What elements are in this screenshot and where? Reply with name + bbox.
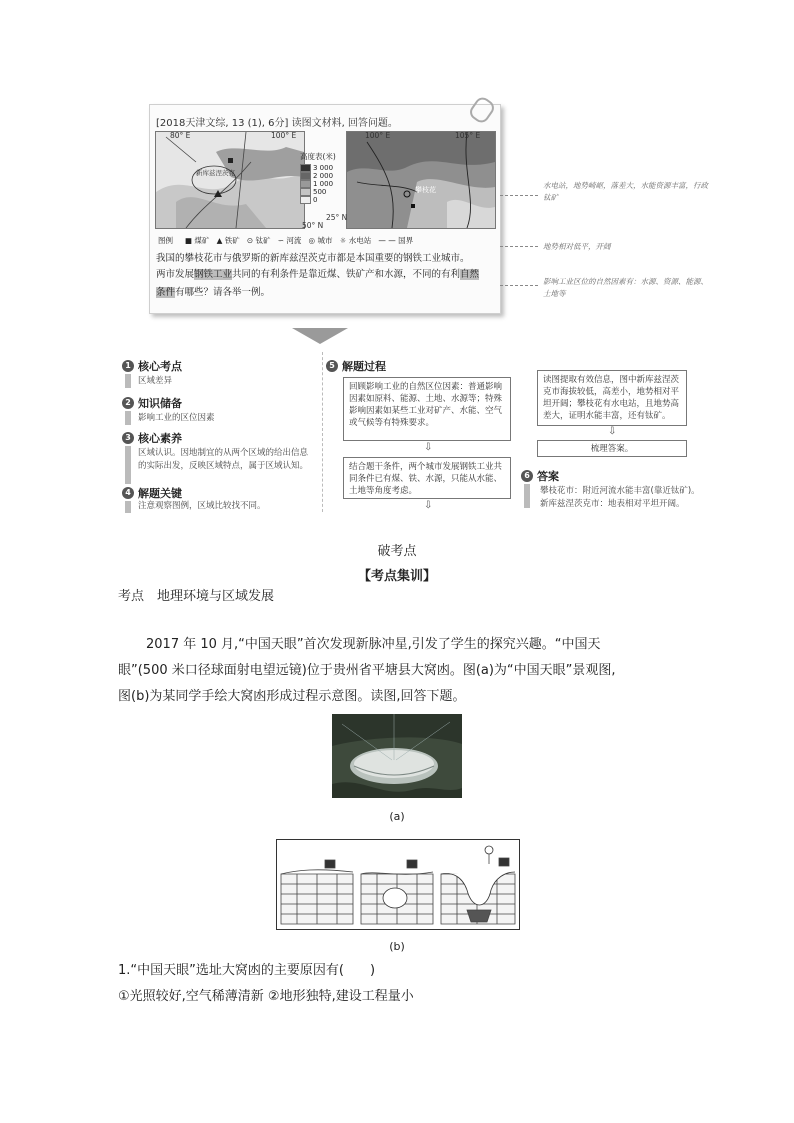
answer-line-2: 新库兹涅茨克市：地表相对平坦开阔。	[540, 499, 685, 509]
step-arrow	[524, 484, 530, 508]
map1-lat: 50° N	[302, 221, 324, 230]
note-connector	[500, 285, 538, 286]
legend-title: 图例	[158, 236, 173, 245]
step-arrow	[125, 446, 131, 484]
answer-line-1: 攀枝花市：附近河流水能丰富(靠近钛矿)。	[540, 486, 700, 496]
legend-border: — — 国界	[378, 236, 414, 245]
process-box-2: 结合题干条件，两个城市发展钢铁工业共同条件已有煤、铁、水源，只能从水能、土地等角度考虑。	[343, 457, 511, 499]
elevation-level: 0	[300, 196, 346, 204]
step-3-title: 3 核心素养	[122, 430, 182, 446]
elevation-level: 3 000	[300, 164, 346, 172]
column-divider	[322, 352, 323, 512]
legend-iron-mine: ▲ 铁矿	[216, 236, 240, 245]
map-legend	[158, 235, 413, 246]
map1-lon-right: 100° E	[271, 131, 297, 140]
section-heading: 破考点	[377, 544, 417, 559]
step-5-title: 5 解题过程	[326, 358, 386, 374]
step-1-title: 1 核心考点	[122, 358, 182, 374]
down-arrow-icon: ⇩	[424, 442, 433, 453]
paragraph-line-1: 2017 年 10 月,“中国天眼”首次发现新脉冲星,引发了学生的探究兴趣。“中国天	[146, 637, 601, 652]
process-box-1: 回顾影响工业的自然区位因素：普通影响因素如原料、能源、土地、水源等；特殊影响因素如某些工业对矿产、水能、空气或气候等有特殊要求。	[343, 377, 511, 441]
question-1-options: ①光照较好,空气稀薄清新 ②地形独特,建设工程量小	[118, 989, 414, 1004]
step-4-text: 注意观察图例，区域比较找不同。	[138, 501, 266, 511]
elevation-level: 500	[300, 188, 346, 196]
map-novokuznetsk	[155, 131, 305, 229]
step-3-text: 区域认识。因地制宜的从两个区域的给出信息的实际出发，反映区域特点，属于区域认知。	[138, 448, 309, 471]
legend-city: ◎ 城市	[308, 236, 333, 245]
down-arrow-icon	[292, 328, 348, 344]
step-arrow	[125, 374, 131, 388]
map2-lat: 25° N	[326, 213, 348, 222]
figure-b-diagram	[276, 839, 520, 930]
figure-a-caption: (a)	[389, 810, 405, 823]
karst-formation-diagram	[277, 840, 519, 929]
paragraph-line-2: 眼”(500 米口径球面射电望远镜)位于贵州省平塘县大窝凼。图(a)为“中国天眼”景观图,	[118, 663, 616, 678]
map-panzhihua	[346, 131, 496, 229]
step-6-title: 6 答案	[521, 468, 559, 484]
exam-question-card	[149, 104, 501, 314]
legend-titanium-mine: ⊙ 钛矿	[246, 236, 271, 245]
map-novokuznetsk-drawing	[156, 132, 304, 228]
card-text-line-1: 我国的攀枝花市与俄罗斯的新库兹涅茨克市都是本国重要的钢铁工业城市。	[156, 253, 470, 264]
step-arrow	[125, 411, 131, 425]
elevation-legend	[300, 151, 346, 204]
map-panzhihua-drawing	[347, 132, 495, 228]
elevation-legend-title: 高度表(米)	[300, 152, 336, 161]
topic-line: 考点 地理环境与区域发展	[118, 589, 275, 604]
down-arrow-icon: ⇩	[424, 500, 433, 511]
annotation-note-3: 影响工业区位的自然因素有：水源、资源、能源、土地等	[543, 277, 708, 298]
legend-hydropower: ☼ 水电站	[339, 236, 372, 245]
fast-telescope-image	[332, 714, 462, 798]
map1-lon-left: 80° E	[170, 131, 191, 140]
card-title: [2018天津文综, 13 (1), 6分] 读图文材料, 回答问题。	[156, 118, 398, 129]
down-arrow-icon: ⇩	[608, 426, 617, 437]
elevation-level: 1 000	[300, 180, 346, 188]
annotation-note-1: 水电站，地势崎岖，落差大，水能资源丰富，行政钛矿	[543, 181, 708, 202]
note-connector	[500, 195, 538, 196]
elevation-level: 2 000	[300, 172, 346, 180]
card-text-line-3: 条件有哪些？请各举一例。	[156, 287, 271, 298]
step-1-text: 区域差异	[138, 376, 173, 386]
process-box-4: 梳理答案。	[537, 440, 687, 457]
map2-lon-left: 100° E	[365, 131, 391, 140]
paragraph-line-3: 图(b)为某同学手绘大窝凼形成过程示意图。读图,回答下题。	[118, 689, 466, 704]
map2-lon-right: 105° E	[455, 131, 481, 140]
figure-a-photo	[332, 714, 462, 798]
section-subheading: 【考点集训】	[357, 569, 436, 584]
figure-b-caption: (b)	[389, 940, 405, 953]
note-connector	[500, 246, 538, 247]
map2-place-label: 攀枝花	[415, 186, 436, 194]
legend-coal-mine: ■ 煤矿	[184, 236, 210, 245]
step-2-title: 2 知识储备	[122, 395, 182, 411]
process-box-3: 读图提取有效信息，图中新库兹涅茨克市海拔较低，高差小，地势相对平坦开阔；攀枝花有水电站，且地势高差大，证明水能丰富，还有钛矿。	[537, 370, 687, 426]
annotation-note-2: 地势相对低平，开阔	[543, 242, 611, 251]
card-text-line-2: 两市发展钢铁工业共同的有利条件是靠近煤、铁矿产和水源，不同的有利自然	[156, 269, 480, 280]
legend-river: ∽ 河流	[277, 236, 302, 245]
question-1: 1.“中国天眼”选址大窝凼的主要原因有( )	[118, 963, 376, 978]
step-2-text: 影响工业的区位因素	[138, 413, 215, 423]
map1-place-label: 新库兹涅茨克	[196, 169, 235, 177]
step-arrow	[125, 501, 131, 513]
step-4-title: 4 解题关键	[122, 485, 182, 501]
